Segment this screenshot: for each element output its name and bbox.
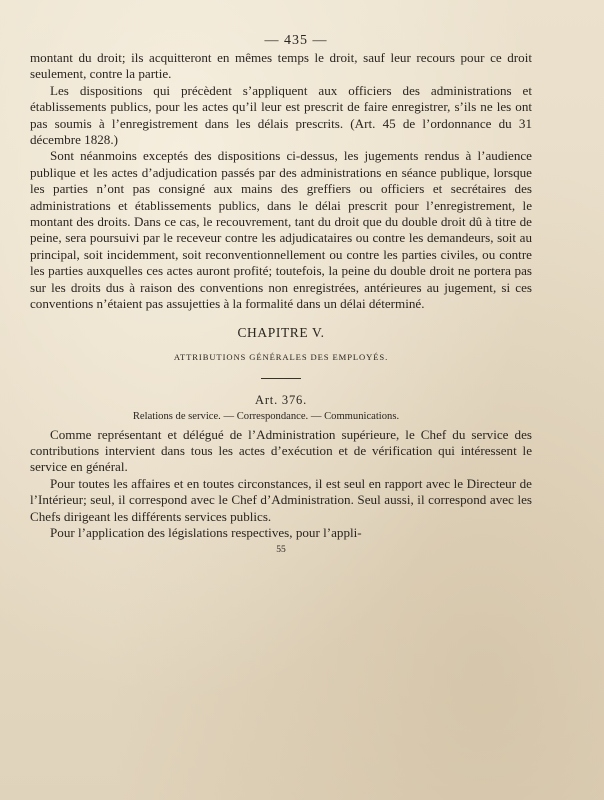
article-paragraph-representant: Comme représentant et délégué de l’Administration supérieure, le Chef du service des contributions intervient dans tous les actes d’exécution et de vérification qui intéressent le service en général. (30, 426, 532, 475)
article-body (30, 427, 532, 542)
page-number: — 435 — (264, 33, 328, 48)
chapter-title: CHAPITRE V. (237, 324, 325, 340)
paragraph-officiers: Les dispositions qui précèdent s’appliquent aux officiers des administrations et établissements publics, pour les actes qu’il leur est prescrit de faire enregistrer, s’ils ne les ont pas soumis à l’enregistrement dans les délais prescrits. (Art. 45 de l’ordonnance du 31 décembre 1828.) (30, 82, 532, 148)
article-title: Art. 376. (255, 392, 307, 407)
section-divider (261, 378, 301, 379)
sheet-signature: 55 (276, 545, 286, 556)
chapter-subtitle: ATTRIBUTIONS GÉNÉRALES DES EMPLOYÉS. (173, 351, 389, 362)
paragraph-exceptions: Sont néanmoins exceptés des dispositions ci-dessus, les jugements rendus à l’audience publique et les actes d’adjudication passés par des administrations en séance publique, lorsque les parties n’ont pas consigné aux mains des greffiers ou officiers et secrétaires des administrations et établissements publics, dans le délai prescrit pour l’enregistrement, le montant des droits. Dans ce cas, le recouvrement, tant du droit que du double droit dû à titre de peine, sera poursuivi par le receveur contre les adjudicataires ou contre les demandeurs, soit au principal, soit incidemment, soit reconventionnellement ou contre les parties civiles, ou contre les parties auxquelles ces actes auront profité; toutefois, la peine du double droit ne portera pas sur les droits dus à raison des conventions non enregistrées, antérieures au jugement, si ces conventions n’étaient pas assujetties à la formalité dans un délai déterminé. (30, 148, 532, 312)
article-paragraph-application: Pour l’application des législations respectives, pour l’appli- (50, 524, 362, 540)
article-heading: Relations de service. — Correspondance. — Communications. (132, 410, 400, 422)
article-paragraph-rapports: Pour toutes les affaires et en toutes circonstances, il est seul en rapport avec le Directeur de l’Intérieur; seul, il correspond avec le Chef d’Administration. Seul aussi, il correspond avec les Chefs dirigeant les différents services publics. (30, 475, 532, 524)
paragraph-continuation: montant du droit; ils acquitteront en mêmes temps le droit, sauf leur recours pour ce droit seulement, contre la partie. (30, 50, 532, 82)
page-text-block (30, 32, 532, 557)
